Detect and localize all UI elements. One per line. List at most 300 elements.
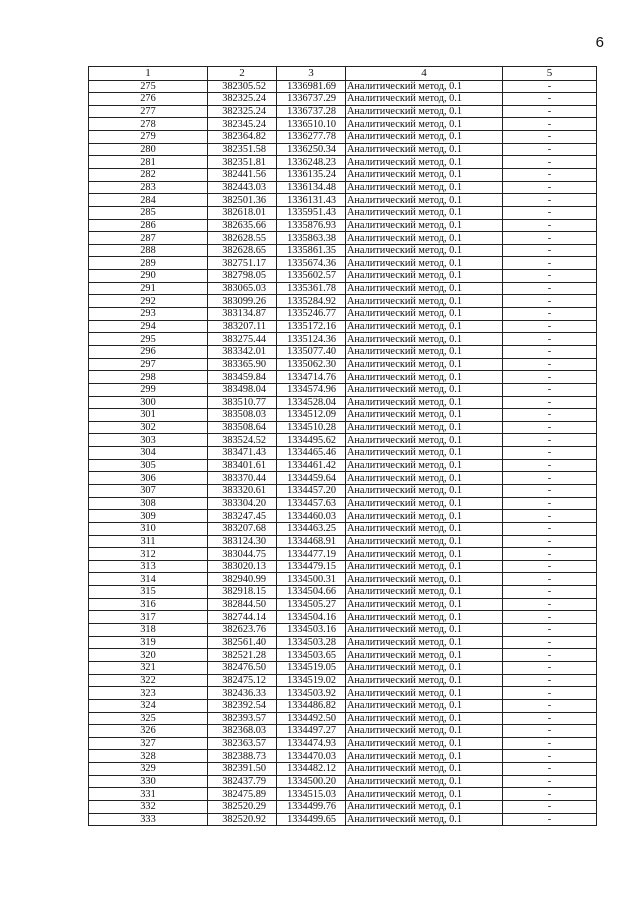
point-number-cell: 291 [89, 282, 208, 295]
y-coordinate-cell: 1335602.57 [277, 270, 346, 283]
method-cell: Аналитический метод, 0.1 [346, 586, 503, 599]
table-row [89, 447, 597, 460]
y-coordinate-cell: 1334500.31 [277, 573, 346, 586]
x-coordinate-cell: 382623.76 [208, 624, 277, 637]
y-coordinate-cell: 1334492.50 [277, 712, 346, 725]
table-row [89, 472, 597, 485]
method-cell: Аналитический метод, 0.1 [346, 699, 503, 712]
note-cell: - [503, 788, 597, 801]
point-number-cell: 284 [89, 194, 208, 207]
point-number-cell: 328 [89, 750, 208, 763]
method-cell: Аналитический метод, 0.1 [346, 333, 503, 346]
y-coordinate-cell: 1335361.78 [277, 282, 346, 295]
method-cell: Аналитический метод, 0.1 [346, 194, 503, 207]
column-header-1: 1 [89, 67, 208, 81]
point-number-cell: 304 [89, 447, 208, 460]
point-number-cell: 320 [89, 649, 208, 662]
y-coordinate-cell: 1334463.25 [277, 522, 346, 535]
x-coordinate-cell: 383247.45 [208, 510, 277, 523]
y-coordinate-cell: 1334486.82 [277, 699, 346, 712]
note-cell: - [503, 813, 597, 826]
y-coordinate-cell: 1334503.65 [277, 649, 346, 662]
note-cell: - [503, 206, 597, 219]
x-coordinate-cell: 383134.87 [208, 308, 277, 321]
y-coordinate-cell: 1334479.15 [277, 560, 346, 573]
point-number-cell: 316 [89, 598, 208, 611]
x-coordinate-cell: 383498.04 [208, 383, 277, 396]
point-number-cell: 288 [89, 244, 208, 257]
table-row [89, 409, 597, 422]
table-row [89, 396, 597, 409]
x-coordinate-cell: 383099.26 [208, 295, 277, 308]
table-row [89, 661, 597, 674]
point-number-cell: 293 [89, 308, 208, 321]
table-row [89, 763, 597, 776]
table-row [89, 131, 597, 144]
y-coordinate-cell: 1336277.78 [277, 131, 346, 144]
method-cell: Аналитический метод, 0.1 [346, 687, 503, 700]
table-row [89, 725, 597, 738]
y-coordinate-cell: 1336737.29 [277, 93, 346, 106]
y-coordinate-cell: 1334459.64 [277, 472, 346, 485]
x-coordinate-cell: 382368.03 [208, 725, 277, 738]
x-coordinate-cell: 382351.58 [208, 143, 277, 156]
point-number-cell: 302 [89, 421, 208, 434]
x-coordinate-cell: 382475.12 [208, 674, 277, 687]
method-cell: Аналитический метод, 0.1 [346, 105, 503, 118]
note-cell: - [503, 358, 597, 371]
method-cell: Аналитический метод, 0.1 [346, 775, 503, 788]
table-row [89, 308, 597, 321]
note-cell: - [503, 725, 597, 738]
note-cell: - [503, 80, 597, 93]
note-cell: - [503, 244, 597, 257]
x-coordinate-cell: 382393.57 [208, 712, 277, 725]
point-number-cell: 315 [89, 586, 208, 599]
y-coordinate-cell: 1334519.05 [277, 661, 346, 674]
method-cell: Аналитический метод, 0.1 [346, 485, 503, 498]
x-coordinate-cell: 382325.24 [208, 105, 277, 118]
point-number-cell: 306 [89, 472, 208, 485]
point-number-cell: 310 [89, 522, 208, 535]
note-cell: - [503, 168, 597, 181]
point-number-cell: 311 [89, 535, 208, 548]
note-cell: - [503, 434, 597, 447]
table-row [89, 788, 597, 801]
note-cell: - [503, 636, 597, 649]
note-cell: - [503, 763, 597, 776]
y-coordinate-cell: 1334460.03 [277, 510, 346, 523]
table-row [89, 510, 597, 523]
point-number-cell: 329 [89, 763, 208, 776]
point-number-cell: 331 [89, 788, 208, 801]
table-header-row [89, 67, 597, 81]
x-coordinate-cell: 382798.05 [208, 270, 277, 283]
x-coordinate-cell: 382441.56 [208, 168, 277, 181]
method-cell: Аналитический метод, 0.1 [346, 308, 503, 321]
x-coordinate-cell: 382844.50 [208, 598, 277, 611]
note-cell: - [503, 118, 597, 131]
point-number-cell: 308 [89, 497, 208, 510]
table-row [89, 522, 597, 535]
table-row [89, 674, 597, 687]
method-cell: Аналитический метод, 0.1 [346, 295, 503, 308]
x-coordinate-cell: 382391.50 [208, 763, 277, 776]
method-cell: Аналитический метод, 0.1 [346, 156, 503, 169]
x-coordinate-cell: 382392.54 [208, 699, 277, 712]
method-cell: Аналитический метод, 0.1 [346, 763, 503, 776]
point-number-cell: 295 [89, 333, 208, 346]
x-coordinate-cell: 383510.77 [208, 396, 277, 409]
point-number-cell: 324 [89, 699, 208, 712]
note-cell: - [503, 801, 597, 814]
table-row [89, 712, 597, 725]
point-number-cell: 281 [89, 156, 208, 169]
table-row [89, 232, 597, 245]
note-cell: - [503, 409, 597, 422]
method-cell: Аналитический метод, 0.1 [346, 649, 503, 662]
method-cell: Аналитический метод, 0.1 [346, 560, 503, 573]
point-number-cell: 294 [89, 320, 208, 333]
column-header-2: 2 [208, 67, 277, 81]
y-coordinate-cell: 1334503.92 [277, 687, 346, 700]
table-row [89, 270, 597, 283]
y-coordinate-cell: 1335172.16 [277, 320, 346, 333]
table-row [89, 611, 597, 624]
x-coordinate-cell: 383275.44 [208, 333, 277, 346]
note-cell: - [503, 93, 597, 106]
method-cell: Аналитический метод, 0.1 [346, 383, 503, 396]
x-coordinate-cell: 382521.28 [208, 649, 277, 662]
x-coordinate-cell: 383342.01 [208, 345, 277, 358]
method-cell: Аналитический метод, 0.1 [346, 282, 503, 295]
table-row [89, 624, 597, 637]
point-number-cell: 323 [89, 687, 208, 700]
y-coordinate-cell: 1336131.43 [277, 194, 346, 207]
table-row [89, 586, 597, 599]
point-number-cell: 296 [89, 345, 208, 358]
y-coordinate-cell: 1335861.35 [277, 244, 346, 257]
note-cell: - [503, 333, 597, 346]
table-row [89, 535, 597, 548]
table-row [89, 573, 597, 586]
table-row [89, 93, 597, 106]
point-number-cell: 275 [89, 80, 208, 93]
method-cell: Аналитический метод, 0.1 [346, 712, 503, 725]
method-cell: Аналитический метод, 0.1 [346, 522, 503, 535]
method-cell: Аналитический метод, 0.1 [346, 636, 503, 649]
x-coordinate-cell: 383401.61 [208, 459, 277, 472]
method-cell: Аналитический метод, 0.1 [346, 143, 503, 156]
method-cell: Аналитический метод, 0.1 [346, 93, 503, 106]
y-coordinate-cell: 1334474.93 [277, 737, 346, 750]
column-header-3: 3 [277, 67, 346, 81]
method-cell: Аналитический метод, 0.1 [346, 459, 503, 472]
point-number-cell: 283 [89, 181, 208, 194]
note-cell: - [503, 548, 597, 561]
method-cell: Аналитический метод, 0.1 [346, 118, 503, 131]
point-number-cell: 326 [89, 725, 208, 738]
note-cell: - [503, 522, 597, 535]
table-row [89, 687, 597, 700]
method-cell: Аналитический метод, 0.1 [346, 624, 503, 637]
y-coordinate-cell: 1334510.28 [277, 421, 346, 434]
note-cell: - [503, 257, 597, 270]
table-row [89, 801, 597, 814]
point-number-cell: 313 [89, 560, 208, 573]
table-row [89, 295, 597, 308]
method-cell: Аналитический метод, 0.1 [346, 573, 503, 586]
note-cell: - [503, 371, 597, 384]
x-coordinate-cell: 382436.33 [208, 687, 277, 700]
point-number-cell: 303 [89, 434, 208, 447]
point-number-cell: 298 [89, 371, 208, 384]
x-coordinate-cell: 383365.90 [208, 358, 277, 371]
y-coordinate-cell: 1334714.76 [277, 371, 346, 384]
x-coordinate-cell: 383370.44 [208, 472, 277, 485]
point-number-cell: 314 [89, 573, 208, 586]
x-coordinate-cell: 383524.52 [208, 434, 277, 447]
note-cell: - [503, 143, 597, 156]
table-row [89, 434, 597, 447]
method-cell: Аналитический метод, 0.1 [346, 737, 503, 750]
note-cell: - [503, 472, 597, 485]
y-coordinate-cell: 1335246.77 [277, 308, 346, 321]
y-coordinate-cell: 1336737.28 [277, 105, 346, 118]
table-row [89, 636, 597, 649]
point-number-cell: 325 [89, 712, 208, 725]
table-row [89, 244, 597, 257]
y-coordinate-cell: 1335124.36 [277, 333, 346, 346]
x-coordinate-cell: 382520.29 [208, 801, 277, 814]
y-coordinate-cell: 1336981.69 [277, 80, 346, 93]
note-cell: - [503, 194, 597, 207]
x-coordinate-cell: 383207.68 [208, 522, 277, 535]
point-number-cell: 332 [89, 801, 208, 814]
x-coordinate-cell: 382437.79 [208, 775, 277, 788]
y-coordinate-cell: 1335284.92 [277, 295, 346, 308]
point-number-cell: 319 [89, 636, 208, 649]
x-coordinate-cell: 382561.40 [208, 636, 277, 649]
table-row [89, 497, 597, 510]
table-row [89, 459, 597, 472]
method-cell: Аналитический метод, 0.1 [346, 611, 503, 624]
x-coordinate-cell: 382635.66 [208, 219, 277, 232]
note-cell: - [503, 270, 597, 283]
method-cell: Аналитический метод, 0.1 [346, 244, 503, 257]
point-number-cell: 299 [89, 383, 208, 396]
y-coordinate-cell: 1335863.38 [277, 232, 346, 245]
note-cell: - [503, 624, 597, 637]
y-coordinate-cell: 1334512.09 [277, 409, 346, 422]
table-row [89, 548, 597, 561]
method-cell: Аналитический метод, 0.1 [346, 358, 503, 371]
method-cell: Аналитический метод, 0.1 [346, 788, 503, 801]
x-coordinate-cell: 383020.13 [208, 560, 277, 573]
note-cell: - [503, 156, 597, 169]
point-number-cell: 321 [89, 661, 208, 674]
y-coordinate-cell: 1334503.16 [277, 624, 346, 637]
method-cell: Аналитический метод, 0.1 [346, 497, 503, 510]
table-row [89, 219, 597, 232]
note-cell: - [503, 421, 597, 434]
method-cell: Аналитический метод, 0.1 [346, 510, 503, 523]
method-cell: Аналитический метод, 0.1 [346, 409, 503, 422]
table-row [89, 358, 597, 371]
point-number-cell: 292 [89, 295, 208, 308]
note-cell: - [503, 459, 597, 472]
point-number-cell: 312 [89, 548, 208, 561]
note-cell: - [503, 383, 597, 396]
note-cell: - [503, 535, 597, 548]
method-cell: Аналитический метод, 0.1 [346, 345, 503, 358]
table-row [89, 80, 597, 93]
y-coordinate-cell: 1334495.62 [277, 434, 346, 447]
y-coordinate-cell: 1335876.93 [277, 219, 346, 232]
table-row [89, 194, 597, 207]
x-coordinate-cell: 382918.15 [208, 586, 277, 599]
method-cell: Аналитический метод, 0.1 [346, 447, 503, 460]
x-coordinate-cell: 382751.17 [208, 257, 277, 270]
table-row [89, 813, 597, 826]
x-coordinate-cell: 383320.61 [208, 485, 277, 498]
x-coordinate-cell: 382388.73 [208, 750, 277, 763]
x-coordinate-cell: 382618.01 [208, 206, 277, 219]
table-row [89, 560, 597, 573]
table-row [89, 699, 597, 712]
table-row [89, 156, 597, 169]
x-coordinate-cell: 383124.30 [208, 535, 277, 548]
x-coordinate-cell: 382628.55 [208, 232, 277, 245]
table-row [89, 750, 597, 763]
x-coordinate-cell: 383304.20 [208, 497, 277, 510]
y-coordinate-cell: 1336250.34 [277, 143, 346, 156]
y-coordinate-cell: 1336135.24 [277, 168, 346, 181]
note-cell: - [503, 598, 597, 611]
table-row [89, 168, 597, 181]
note-cell: - [503, 497, 597, 510]
y-coordinate-cell: 1334499.65 [277, 813, 346, 826]
method-cell: Аналитический метод, 0.1 [346, 181, 503, 194]
x-coordinate-cell: 382363.57 [208, 737, 277, 750]
y-coordinate-cell: 1335062.30 [277, 358, 346, 371]
x-coordinate-cell: 382475.89 [208, 788, 277, 801]
method-cell: Аналитический метод, 0.1 [346, 219, 503, 232]
point-number-cell: 279 [89, 131, 208, 144]
table-row [89, 257, 597, 270]
point-number-cell: 278 [89, 118, 208, 131]
point-number-cell: 276 [89, 93, 208, 106]
method-cell: Аналитический метод, 0.1 [346, 421, 503, 434]
table-body [89, 80, 597, 826]
note-cell: - [503, 510, 597, 523]
point-number-cell: 286 [89, 219, 208, 232]
method-cell: Аналитический метод, 0.1 [346, 371, 503, 384]
point-number-cell: 289 [89, 257, 208, 270]
note-cell: - [503, 295, 597, 308]
y-coordinate-cell: 1334574.96 [277, 383, 346, 396]
point-number-cell: 309 [89, 510, 208, 523]
y-coordinate-cell: 1334457.63 [277, 497, 346, 510]
method-cell: Аналитический метод, 0.1 [346, 725, 503, 738]
note-cell: - [503, 131, 597, 144]
point-number-cell: 277 [89, 105, 208, 118]
method-cell: Аналитический метод, 0.1 [346, 270, 503, 283]
point-number-cell: 282 [89, 168, 208, 181]
table-row [89, 181, 597, 194]
x-coordinate-cell: 382476.50 [208, 661, 277, 674]
x-coordinate-cell: 383044.75 [208, 548, 277, 561]
table-row [89, 282, 597, 295]
table-row [89, 383, 597, 396]
point-number-cell: 290 [89, 270, 208, 283]
y-coordinate-cell: 1336248.23 [277, 156, 346, 169]
table-row [89, 371, 597, 384]
method-cell: Аналитический метод, 0.1 [346, 80, 503, 93]
method-cell: Аналитический метод, 0.1 [346, 257, 503, 270]
point-number-cell: 317 [89, 611, 208, 624]
method-cell: Аналитический метод, 0.1 [346, 168, 503, 181]
note-cell: - [503, 219, 597, 232]
method-cell: Аналитический метод, 0.1 [346, 661, 503, 674]
method-cell: Аналитический метод, 0.1 [346, 206, 503, 219]
y-coordinate-cell: 1334497.27 [277, 725, 346, 738]
table-row [89, 737, 597, 750]
y-coordinate-cell: 1334504.16 [277, 611, 346, 624]
y-coordinate-cell: 1336510.10 [277, 118, 346, 131]
column-header-5: 5 [503, 67, 597, 81]
y-coordinate-cell: 1334519.02 [277, 674, 346, 687]
note-cell: - [503, 737, 597, 750]
y-coordinate-cell: 1334505.27 [277, 598, 346, 611]
y-coordinate-cell: 1335674.36 [277, 257, 346, 270]
y-coordinate-cell: 1334528.04 [277, 396, 346, 409]
y-coordinate-cell: 1334468.91 [277, 535, 346, 548]
note-cell: - [503, 232, 597, 245]
x-coordinate-cell: 382325.24 [208, 93, 277, 106]
point-number-cell: 300 [89, 396, 208, 409]
table-row [89, 598, 597, 611]
table-row [89, 421, 597, 434]
table-row [89, 206, 597, 219]
y-coordinate-cell: 1334499.76 [277, 801, 346, 814]
method-cell: Аналитический метод, 0.1 [346, 674, 503, 687]
method-cell: Аналитический метод, 0.1 [346, 320, 503, 333]
method-cell: Аналитический метод, 0.1 [346, 598, 503, 611]
method-cell: Аналитический метод, 0.1 [346, 434, 503, 447]
table-row [89, 320, 597, 333]
note-cell: - [503, 661, 597, 674]
method-cell: Аналитический метод, 0.1 [346, 232, 503, 245]
note-cell: - [503, 712, 597, 725]
table-row [89, 775, 597, 788]
method-cell: Аналитический метод, 0.1 [346, 750, 503, 763]
method-cell: Аналитический метод, 0.1 [346, 535, 503, 548]
y-coordinate-cell: 1334457.20 [277, 485, 346, 498]
x-coordinate-cell: 382628.65 [208, 244, 277, 257]
point-number-cell: 287 [89, 232, 208, 245]
table-row [89, 649, 597, 662]
note-cell: - [503, 573, 597, 586]
method-cell: Аналитический метод, 0.1 [346, 801, 503, 814]
method-cell: Аналитический метод, 0.1 [346, 396, 503, 409]
note-cell: - [503, 485, 597, 498]
point-number-cell: 327 [89, 737, 208, 750]
point-number-cell: 307 [89, 485, 208, 498]
note-cell: - [503, 181, 597, 194]
x-coordinate-cell: 383471.43 [208, 447, 277, 460]
note-cell: - [503, 649, 597, 662]
